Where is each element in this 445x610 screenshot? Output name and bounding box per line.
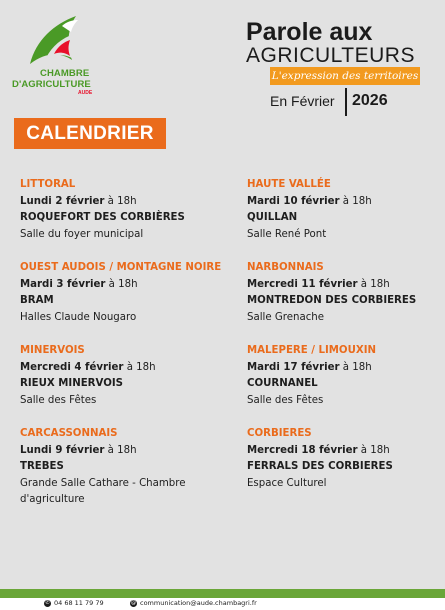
footer-email-text: communication@aude.chambagri.fr [140, 599, 257, 607]
event-region: MALEPERE / LIMOUXIN [247, 345, 377, 356]
event-narbonnais [247, 260, 445, 326]
event-day: Mardi 3 février [20, 278, 106, 290]
event-date [20, 360, 220, 377]
event-day: Mercredi 18 février [247, 444, 358, 456]
event-venue: Grande Salle Cathare - Chambre d'agriculture [20, 477, 186, 506]
header-month: En Février [270, 93, 335, 109]
event-region: NARBONNAIS [247, 262, 324, 273]
event-day: Lundi 2 février [20, 195, 105, 207]
event-time: à 18h [104, 195, 137, 207]
event-time: à 18h [357, 444, 390, 456]
event-day: Mercredi 11 février [247, 278, 358, 290]
email-icon: @ [131, 600, 136, 606]
event-malepere-limouxin [247, 343, 445, 409]
event-region: OUEST AUDOIS / MONTAGNE NOIRE [20, 262, 222, 273]
logo-text-line1: CHAMBRE [40, 68, 90, 79]
footer-phone[interactable] [44, 599, 104, 607]
footer-email[interactable] [130, 599, 257, 607]
event-time: à 18h [339, 195, 372, 207]
chambre-agriculture-logo [8, 14, 108, 104]
header-title-top: Parole aux [246, 18, 373, 46]
event-day: Mardi 10 février [247, 195, 340, 207]
event-time: à 18h [104, 444, 137, 456]
event-town: MONTREDON DES CORBIERES [247, 295, 417, 307]
header-title-bottom: AGRICULTEURS [246, 44, 415, 67]
event-venue: Halles Claude Nougaro [20, 311, 137, 323]
header-tagline: L'expression des territoires [270, 67, 420, 85]
event-time: à 18h [123, 361, 156, 373]
event-town: RIEUX MINERVOIS [20, 378, 124, 390]
header-year: 2026 [352, 92, 388, 109]
event-town: QUILLAN [247, 212, 298, 224]
event-town: TREBES [20, 461, 64, 473]
event-minervois [20, 343, 220, 409]
event-town: ROQUEFORT DES CORBIÈRES [20, 212, 185, 224]
leaf-logo-icon [26, 14, 88, 68]
event-date [247, 277, 445, 294]
event-town: BRAM [20, 295, 54, 307]
calendar-title: CALENDRIER [14, 118, 166, 149]
event-corbieres [247, 426, 445, 492]
event-day: Mardi 17 février [247, 361, 340, 373]
event-region: CARCASSONNAIS [20, 428, 118, 439]
event-date [20, 443, 225, 460]
logo-text-line2: D'AGRICULTURE [12, 79, 91, 90]
event-date [20, 277, 220, 294]
event-date [247, 360, 445, 377]
footer-phone-text: 04 68 11 79 79 [54, 599, 104, 607]
event-venue: Espace Culturel [247, 477, 327, 489]
event-day: Lundi 9 février [20, 444, 105, 456]
event-town: FERRALS DES CORBIERES [247, 461, 393, 473]
logo-text-line3: AUDE [78, 90, 93, 96]
event-region: HAUTE VALLÉE [247, 179, 331, 190]
event-venue: Salle Grenache [247, 311, 325, 323]
event-day: Mercredi 4 février [20, 361, 124, 373]
event-region: CORBIERES [247, 428, 312, 439]
event-ouest-audois [20, 260, 220, 326]
event-littoral [20, 177, 220, 243]
event-time: à 18h [339, 361, 372, 373]
event-venue: Salle René Pont [247, 228, 327, 240]
event-date [247, 443, 445, 460]
event-date [247, 194, 445, 211]
event-venue: Salle des Fêtes [20, 394, 97, 406]
event-region: MINERVOIS [20, 345, 85, 356]
header-divider [345, 88, 347, 116]
event-time: à 18h [357, 278, 390, 290]
event-town: COURNANEL [247, 378, 318, 390]
phone-icon: ✆ [45, 600, 50, 606]
event-date [20, 194, 220, 211]
event-venue: Salle du foyer municipal [20, 228, 144, 240]
event-haute-vallee [247, 177, 445, 243]
event-carcassonnais [20, 426, 225, 509]
event-region: LITTORAL [20, 179, 76, 190]
event-venue: Salle des Fêtes [247, 394, 324, 406]
event-time: à 18h [105, 278, 138, 290]
